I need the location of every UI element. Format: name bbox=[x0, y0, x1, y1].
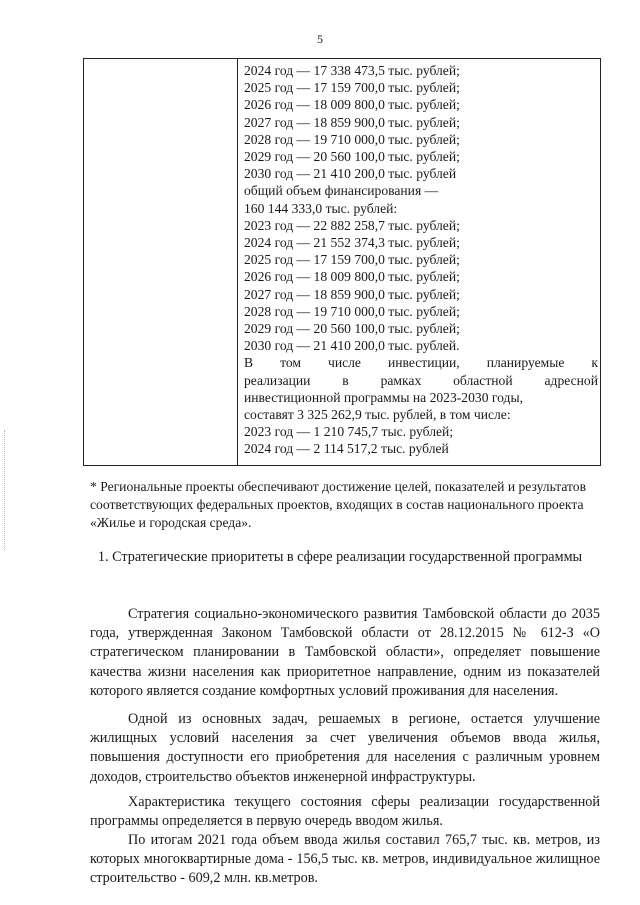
funding-line: общий объем финансирования — bbox=[244, 183, 439, 199]
page-number: 5 bbox=[317, 32, 323, 46]
table-column-divider bbox=[237, 59, 238, 465]
section-heading: 1. Стратегические приоритеты в сфере реализации государственной программы bbox=[97, 549, 583, 565]
funding-line: 2030 год — 21 410 200,0 тыс. рублей. bbox=[244, 338, 460, 354]
scan-edge-mark bbox=[4, 430, 7, 550]
funding-line: 2026 год — 18 009 800,0 тыс. рублей; bbox=[244, 97, 460, 113]
investment-line: составят 3 325 262,9 тыс. рублей, в том числе: bbox=[244, 407, 511, 423]
funding-line: 2025 год — 17 159 700,0 тыс. рублей; bbox=[244, 252, 460, 268]
funding-line: 2024 год — 17 338 473,5 тыс. рублей; bbox=[244, 63, 460, 78]
funding-line: 2024 год — 2 114 517,2 тыс. рублей bbox=[244, 441, 449, 457]
funding-line: 160 144 333,0 тыс. рублей: bbox=[244, 200, 398, 216]
funding-line: 2025 год — 17 159 700,0 тыс. рублей; bbox=[244, 80, 460, 96]
paragraph: Стратегия социально-экономического развития Тамбовской области до 2035 года, утвержденная Законом Тамбовской области от 28.12.2015 № 612-З «О стратегическом планировании в Тамбовской области», определяет повышение качества жизни населения как приоритетное направление, одним из показателей которого является создание комфортных условий проживания для населения. bbox=[90, 606, 600, 699]
investment-line: инвестиционной программы на 2023-2030 годы, bbox=[244, 389, 523, 405]
funding-line: 2030 год — 21 410 200,0 тыс. рублей bbox=[244, 166, 457, 182]
investment-line: реализации в рамках областной адресной bbox=[244, 372, 598, 388]
funding-line: 2024 год — 21 552 374,3 тыс. рублей; bbox=[244, 235, 460, 251]
paragraph: Характеристика текущего состояния сферы реализации государственной программы определяется в первую очередь вводом жилья. bbox=[90, 794, 600, 830]
footnote: * Региональные проекты обеспечивают достижение целей, показателей и результатов соответствующих федеральных проектов, входящих в состав национального проекта «Жилье и городская среда». bbox=[90, 479, 587, 530]
paragraph: По итогам 2021 года объем ввода жилья составил 765,7 тыс. кв. метров, из которых многоквартирные дома - 156,5 тыс. кв. метров, индивидуальное жилищное строительство - 609,2 млн. кв.метров. bbox=[90, 832, 600, 887]
funding-table bbox=[83, 58, 601, 466]
funding-line: 2027 год — 18 859 900,0 тыс. рублей; bbox=[244, 286, 460, 302]
body-text bbox=[90, 605, 600, 889]
funding-line: 2027 год — 18 859 900,0 тыс. рублей; bbox=[244, 114, 460, 130]
funding-line: 2023 год — 1 210 745,7 тыс. рублей; bbox=[244, 424, 454, 440]
funding-line: 2028 год — 19 710 000,0 тыс. рублей; bbox=[244, 303, 460, 319]
funding-line: 2028 год — 19 710 000,0 тыс. рублей; bbox=[244, 131, 460, 147]
funding-line: 2023 год — 22 882 258,7 тыс. рублей; bbox=[244, 217, 460, 233]
funding-line: 2029 год — 20 560 100,0 тыс. рублей; bbox=[244, 321, 460, 337]
funding-line: 2029 год — 20 560 100,0 тыс. рублей; bbox=[244, 149, 460, 165]
investment-line: В том числе инвестиции, планируемые к bbox=[244, 355, 598, 371]
paragraph: Одной из основных задач, решаемых в регионе, остается улучшение жилищных условий населения за счет увеличения объемов ввода жилья, повышения доступности его приобретения для населения с различным уровнем доходов, строительство объектов инженерной инфраструктуры. bbox=[90, 711, 600, 785]
funding-cell bbox=[244, 62, 598, 458]
funding-line: 2026 год — 18 009 800,0 тыс. рублей; bbox=[244, 269, 460, 285]
